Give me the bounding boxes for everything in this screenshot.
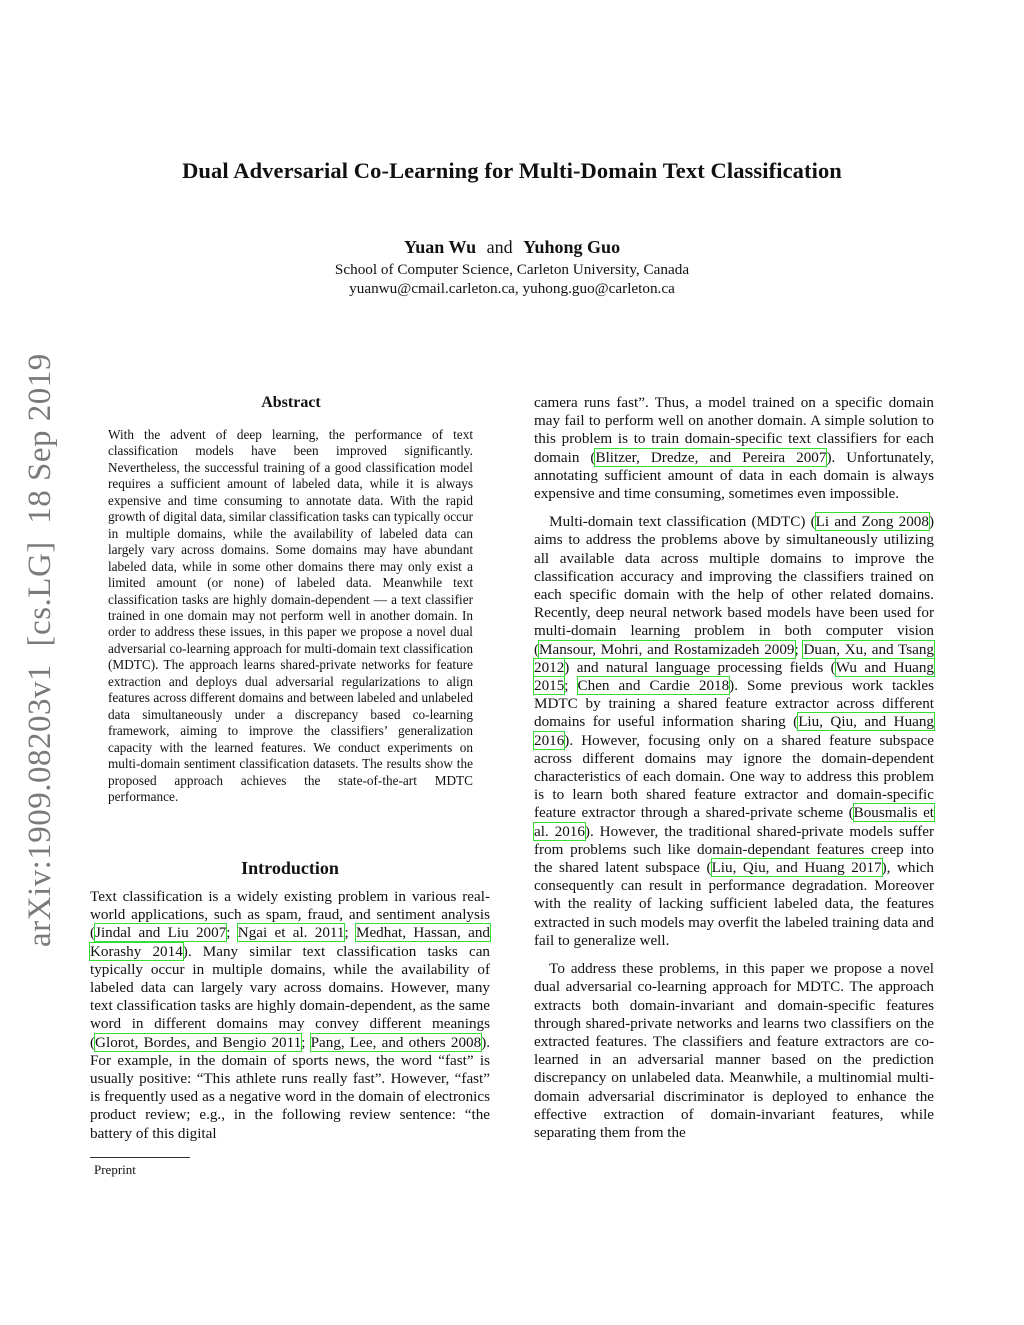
citation-link[interactable]: Medhat, Hassan, and Korashy 2014 xyxy=(90,924,491,960)
citation-link[interactable]: Wu and Huang 2015 xyxy=(534,658,934,695)
intro-paragraph-1 xyxy=(90,888,490,1143)
citation-link[interactable]: Mansour, Mohri, and Rostamizadeh 2009 xyxy=(539,640,795,658)
citation-separator: ; xyxy=(344,924,356,942)
citation-link[interactable]: Jindal and Liu 2007 xyxy=(95,924,227,942)
citation-link[interactable]: Pang, Lee, and others 2008 xyxy=(310,1033,482,1051)
citation-separator: ; xyxy=(226,924,238,942)
right-column xyxy=(534,394,934,1142)
intro-paragraph-continued xyxy=(534,394,934,503)
arxiv-stamp: arXiv:1909.08203v1 [cs.LG] 18 Sep 2019 xyxy=(22,353,58,947)
paragraph-text: ), which consequently can result in performance degradation. Moreover with the reality of lacking sufficient labeled data, the features extracted in such models may overfit the labeled training data and fail to generalize well. xyxy=(534,859,934,949)
paragraph-text: Multi-domain text classification (MDTC) ( xyxy=(549,513,816,531)
citation-link[interactable]: Chen and Cardie 2018 xyxy=(577,677,730,695)
paragraph-text: ). Unfortunately, annotating sufficient amount of data in each domain is always expensive and time consuming, sometimes even impossible. xyxy=(534,448,935,503)
intro-paragraph-2 xyxy=(534,513,934,950)
citation-link[interactable]: Bousmalis et al. 2016 xyxy=(534,804,934,840)
paragraph-text: ). Some previous work tackles MDTC by training a shared feature extractor across different domains for useful information sharing ( xyxy=(534,677,934,731)
paragraph-text: ) aims to address the problems above by simultaneously utilizing all available data across multiple domains to improve the classification accuracy and improving the classifiers trained on each specific domain with the help of other related domains. Recently, deep neural network based models have been used for multi-domain learning problem in both computer vision ( xyxy=(534,513,934,658)
citation-separator: ; xyxy=(301,1033,311,1051)
author-conjunction: and xyxy=(486,237,513,257)
paragraph-text: ). However, the traditional shared-private models suffer from problems such like domain-dependant features creep into the shared latent subspace ( xyxy=(534,822,935,877)
citation-link[interactable]: Liu, Qiu, and Huang 2017 xyxy=(711,859,882,877)
paragraph-text: ). For example, in the domain of sports news, the word “fast” is usually positive: “This athlete runs really fast”. However, “fast” is frequently used as a negative word in the domain of electronics product review; e.g., in the following review sentence: “the battery of this digital xyxy=(90,1033,491,1142)
left-column xyxy=(90,888,490,1143)
abstract-heading: Abstract xyxy=(261,394,321,411)
affiliation-block xyxy=(0,260,1024,298)
citation-link[interactable]: Glorot, Bordes, and Bengio 2011 xyxy=(95,1033,302,1051)
paragraph-text: ). However, focusing only on a shared feature subspace across different domains may ignore the domain-dependent characteristics of each domain. One way to address this problem is to learn both shared feature extractor and domain-specific feature extractor through a shared-private scheme ( xyxy=(534,731,934,822)
intro-paragraph-3: To address these problems, in this paper we propose a novel dual adversarial co-learning approach for MDTC. The approach extracts both domain-invariant and domain-specific features through shared-private networks and learns two classifiers on the extracted features. The classifiers and feature extractors are co-learned in an adversarial manner based on the prediction discrepancy on unlabeled data. Meanwhile, a multinomial multi-domain adversarial discriminator is deployed to enhance the effective extraction of domain-invariant features, while separating them from the xyxy=(534,960,934,1141)
affiliation: School of Computer Science, Carleton University, Canada xyxy=(334,261,690,278)
citation-link[interactable]: Liu, Qiu, and Huang 2016 xyxy=(534,713,934,749)
paragraph-text: ). Many similar text classification tasks can typically occur in multiple domains, while the availability of labeled data can largely vary across domains. However, many text classification tasks are highly domain-dependent, as the same word in different domains may convey different meanings ( xyxy=(90,942,490,1051)
citation-link[interactable]: Ngai et al. 2011 xyxy=(237,924,345,942)
paragraph-text: Text classification is a widely existing problem in various real-world applications, such as spam, fraud, and sentiment analysis ( xyxy=(90,888,490,942)
paragraph-text: camera runs fast”. Thus, a model trained on a specific domain may fail to perform well on another domain. A simple solution to this problem is to train domain-specific text classifiers for each domain ( xyxy=(534,394,934,466)
paragraph-text: ) and natural language processing fields ( xyxy=(564,658,836,676)
citation-link[interactable]: Blitzer, Dredze, and Pereira 2007 xyxy=(595,448,827,466)
introduction-heading: Introduction xyxy=(241,858,339,878)
footnote: Preprint xyxy=(94,1162,136,1177)
citation-separator: ; xyxy=(794,640,804,658)
paper-title: Dual Adversarial Co-Learning for Multi-Domain Text Classification xyxy=(182,158,842,183)
footnote-rule xyxy=(90,1157,190,1158)
abstract-text: With the advent of deep learning, the performance of text classification models have been improved significantly. Nevertheless, the successful training of a good classification model requires a sufficient amount of labeled data, while it is always expensive and time consuming to annotate data. With the rapid growth of digital data, similar classification tasks can typically occur in multiple domains, while the availability of labeled data can largely vary across domains. Some domains may have abundant labeled data, while in some other domains there may only exist a limited amount (or none) of labeled data. Meanwhile text classification tasks are highly domain-dependent — a text classifier trained in one domain may not perform well in another domain. In order to address these issues, in this paper we propose a novel dual adversarial co-learning approach for multi-domain text classification (MDTC). The approach learns shared-private networks for feature extraction and deploys dual adversarial regularizations to align features across different domains and between labeled and unlabeled data simultaneously under a discrepancy based co-learning framework, aiming to improve the classifiers’ generalization capacity with the learned features. We conduct experiments on multi-domain sentiment classification datasets. The results show the proposed approach achieves the state-of-the-art MDTC performance. xyxy=(108,427,474,804)
author-name: Yuan Wu xyxy=(403,237,477,257)
citation-separator: ; xyxy=(564,677,578,695)
author-emails: yuanwu@cmail.carleton.ca, yuhong.guo@carleton.ca xyxy=(349,280,675,297)
citation-link[interactable]: Duan, Xu, and Tsang 2012 xyxy=(534,640,934,676)
author-line xyxy=(0,237,1024,258)
author-name: Yuhong Guo xyxy=(523,237,621,257)
citation-link[interactable]: Li and Zong 2008 xyxy=(815,513,929,531)
